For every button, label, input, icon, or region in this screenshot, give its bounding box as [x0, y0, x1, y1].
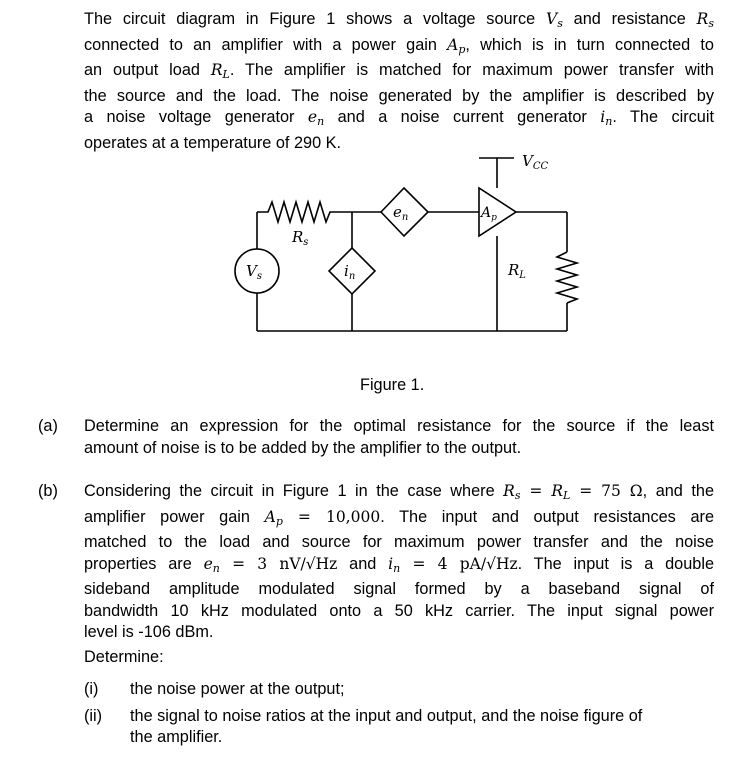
part-a-line-1: Determine an expression for the optimal resistance for the source if the least — [84, 417, 714, 435]
resistor-rs-icon — [257, 202, 381, 222]
vcc-label: $V_{CC}$ — [522, 152, 549, 172]
sub-ii-label: (ii) — [84, 707, 103, 725]
vs-label: $V_s$ — [246, 262, 262, 282]
intro-line-4: the source and the load. The noise generated by the amplifier is described by — [84, 86, 714, 105]
en-label: $e_n$ — [393, 203, 409, 223]
rs-label: $R_s$ — [292, 228, 309, 248]
intro-line-5: a noise voltage generator $e_n$ and a noise current generator $i_n$. The circuit — [84, 108, 714, 128]
intro-line-3: an output load $R_L$. The amplifier is matched for maximum power transfer with — [84, 61, 714, 81]
sub-ii-line-2: the amplifier. — [130, 728, 223, 746]
part-b-label: (b) — [38, 482, 58, 500]
part-b-line-5: sideband amplitude modulated signal formed by a baseband signal of — [84, 580, 714, 598]
ap-label: $A_p$ — [481, 205, 497, 223]
sub-i-text: the noise power at the output; — [130, 680, 345, 698]
part-b-text — [84, 481, 714, 644]
part-b-line-4: properties are $e_n = 3$ nV/√Hz and $i_n = 4$ pA/√Hz. The input is a double — [84, 554, 715, 575]
rl-label: $R_L$ — [508, 261, 526, 281]
part-b-line-3: matched to the load and source for maximum power transfer and the noise — [84, 533, 714, 551]
intro-line-1: The circuit diagram in Figure 1 shows a voltage source $V_s$ and resistance $R_s$ — [84, 10, 714, 30]
determine-heading: Determine: — [84, 648, 164, 666]
figure-caption: Figure 1. — [360, 376, 425, 394]
sub-ii-line-1: the signal to noise ratios at the input and output, and the noise figure of — [130, 707, 643, 725]
in-label: $i_n$ — [344, 262, 356, 282]
part-b-line-6: bandwidth 10 kHz modulated onto a 50 kHz carrier. The input signal power — [84, 601, 714, 620]
resistor-rl-icon — [557, 252, 577, 303]
part-b-line-7: level is -106 dBm. — [84, 623, 214, 641]
part-b-line-1: Considering the circuit in Figure 1 in the case where $R_s = R_L = 75$ Ω, and the — [84, 482, 715, 502]
intro-line-2: connected to an amplifier with a power gain $A_p$, which is in turn connected to — [84, 35, 714, 56]
part-b-line-2: amplifier power gain $A_p = 10,000$. The input and output resistances are — [84, 507, 714, 528]
part-a-label: (a) — [38, 417, 58, 435]
intro-line-6: operates at a temperature of 290 K. — [84, 133, 342, 152]
sub-i-label: (i) — [84, 680, 99, 698]
part-a-text — [84, 416, 714, 459]
part-a-line-2: amount of noise is to be added by the amplifier to the output. — [84, 438, 522, 457]
